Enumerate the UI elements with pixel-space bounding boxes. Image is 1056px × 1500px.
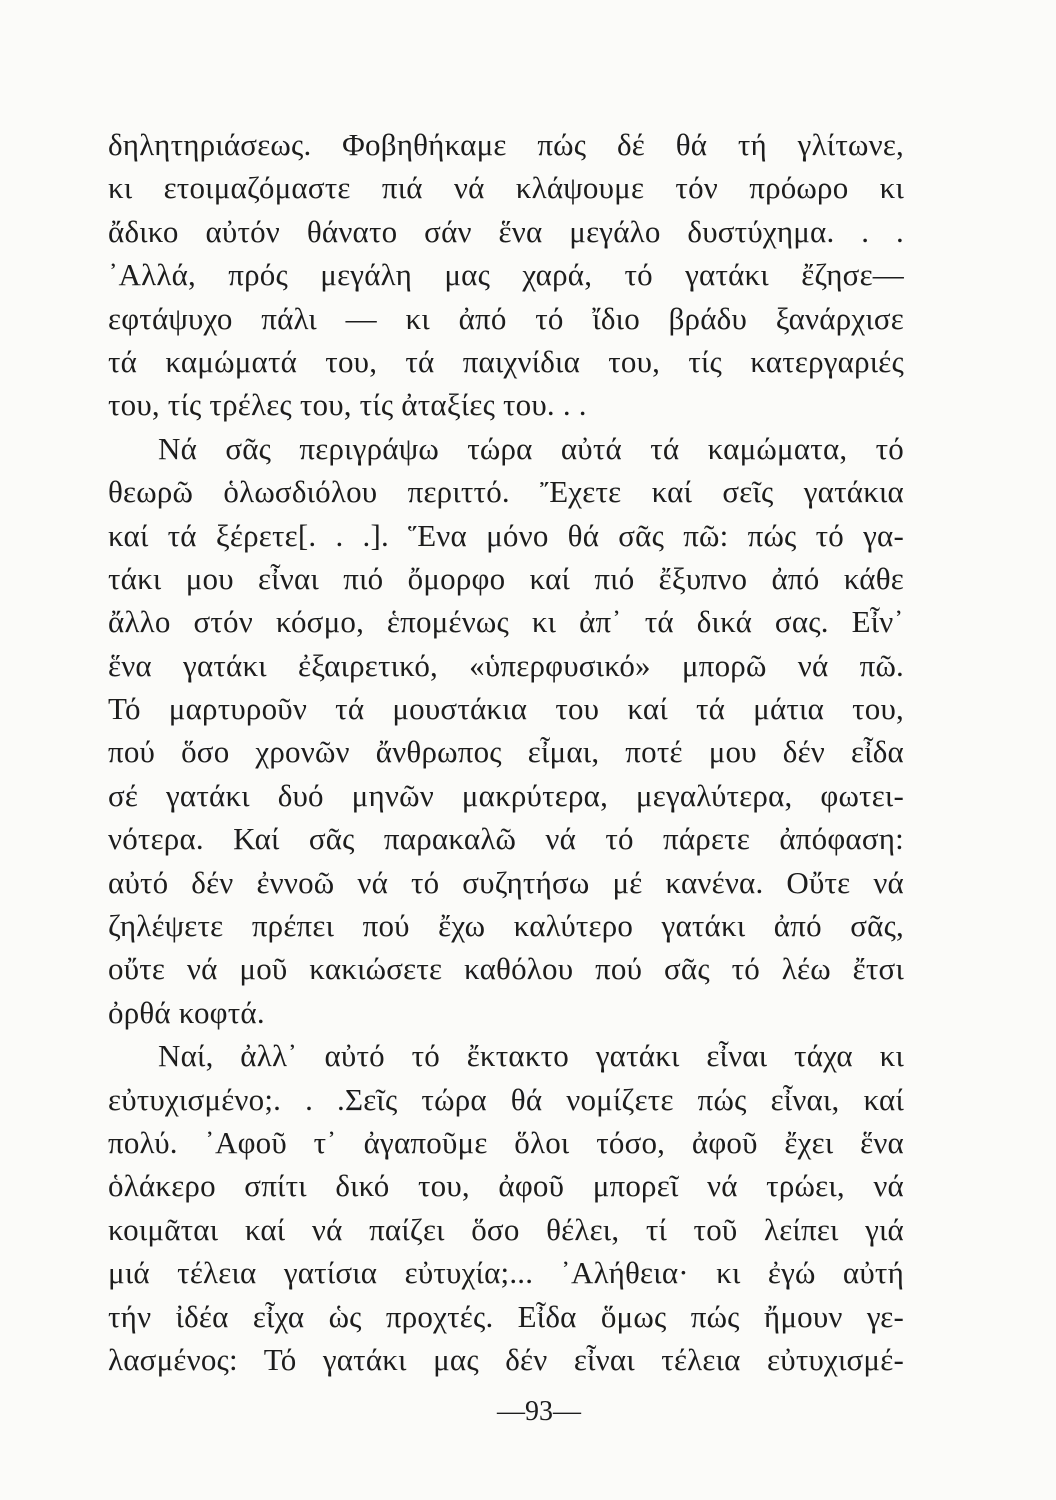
page-number: —93— — [497, 1396, 581, 1427]
text-line: κοιμᾶται καί νά παίζει ὅσο θέλει, τί τοῦ λείπει γιά — [108, 1211, 904, 1247]
text-line: σέ γατάκι δυό μηνῶν μακρύτερα, μεγαλύτερα, φωτει- — [108, 777, 904, 813]
text-line: τά καμώματά του, τά παιχνίδια του, τίς κατεργαριές — [108, 343, 904, 379]
text-line: τήν ἰδέα εἶχα ὡς προχτές. Εἶδα ὅμως πώς ἤμουν γε- — [108, 1298, 904, 1334]
text-line: Ναί, ἀλλ᾿ αὐτό τό ἔκτακτο γατάκι εἶναι τάχα κι — [158, 1038, 904, 1074]
text-line: ὁλάκερο σπίτι δικό του, ἀφοῦ μπορεῖ νά τρώει, νά — [108, 1168, 904, 1204]
text-line: μιά τέλεια γατίσια εὐτυχία;... ᾿Αλήθεια· κι ἐγώ αὐτή — [108, 1255, 904, 1291]
body-text — [108, 123, 904, 1381]
text-line: δηλητηριάσεως. Φοβηθήκαμε πώς δέ θά τή γλίτωνε, — [108, 127, 904, 162]
text-line: ἕνα γατάκι ἐξαιρετικό, «ὑπερφυσικό» μπορῶ νά πῶ. — [108, 647, 904, 683]
text-line: εὐτυχισμένο;. . .Σεῖς τώρα θά νομίζετε πώς εἶναι, καί — [108, 1081, 904, 1117]
text-line: πολύ. ᾿Αφοῦ τ᾿ ἀγαποῦμε ὅλοι τόσο, ἀφοῦ ἔχει ἕνα — [108, 1124, 904, 1160]
text-line: νότερα. Καί σᾶς παρακαλῶ νά τό πάρετε ἀπόφαση: — [108, 821, 904, 857]
text-line: ἄδικο αὐτόν θάνατο σάν ἕνα μεγάλο δυστύχημα. . . — [108, 213, 904, 249]
text-line: πού ὅσο χρονῶν ἄνθρωπος εἶμαι, ποτέ μου δέν εἶδα — [108, 734, 904, 770]
text-line: ἄλλο στόν κόσμο, ἑπομένως κι ἀπ᾿ τά δικά σας. Εἶν᾿ — [108, 604, 904, 640]
text-line: οὔτε νά μοῦ κακιώσετε καθόλου πού σᾶς τό λέω ἔτσι — [108, 951, 904, 987]
text-line: καί τά ξέρετε[. . .]. Ἕνα μόνο θά σᾶς πῶ: πώς τό γα- — [108, 517, 904, 553]
text-line: αὐτό δέν ἐννοῶ νά τό συζητήσω μέ κανένα. Οὔτε νά — [108, 864, 904, 900]
text-line: εφτάψυχο πάλι — κι ἀπό τό ἴδιο βράδυ ξανάρχισε — [108, 300, 904, 336]
text-line: ᾿Αλλά, πρός μεγάλη μας χαρά, τό γατάκι ἔζησε— — [108, 257, 904, 293]
text-line: ζηλέψετε πρέπει πού ἔχω καλύτερο γατάκι ἀπό σᾶς, — [108, 908, 904, 944]
text-line: λασμένος: Τό γατάκι μας δέν εἶναι τέλεια εὐτυχισμέ- — [108, 1341, 904, 1377]
text-line: κι ετοιμαζόμαστε πιά νά κλάψουμε τόν πρόωρο κι — [108, 170, 904, 206]
text-line: Τό μαρτυροῦν τά μουστάκια του καί τά μάτια του, — [108, 691, 904, 727]
text-line: θεωρῶ ὁλωσδιόλου περιττό. Ἔχετε καί σεῖς γατάκια — [108, 474, 904, 510]
text-line: ὀρθά κοφτά. — [108, 994, 265, 1030]
text-line: του, τίς τρέλες του, τίς ἀταξίες του. . . — [108, 387, 587, 423]
text-line: Νά σᾶς περιγράψω τώρα αὐτά τά καμώματα, τό — [158, 430, 904, 466]
text-line: τάκι μου εἶναι πιό ὄμορφο καί πιό ἔξυπνο ἀπό κάθε — [108, 560, 904, 596]
